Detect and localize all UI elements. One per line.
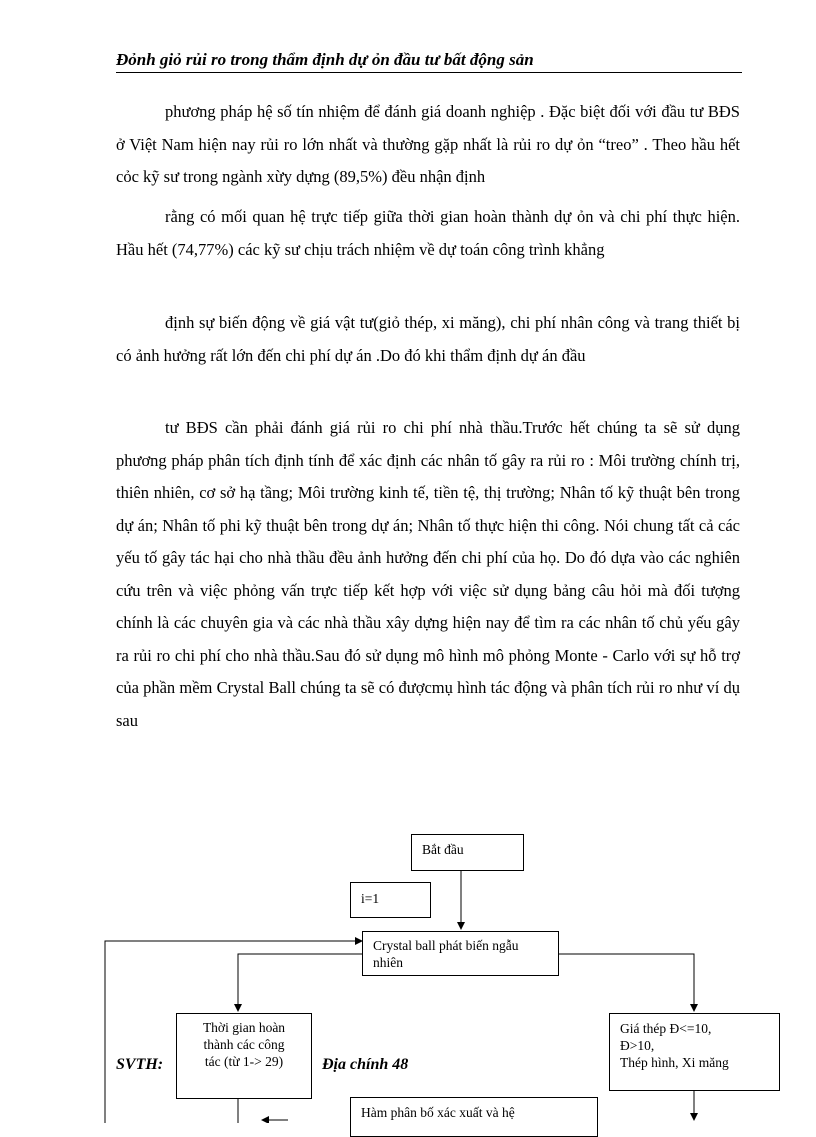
flow-price-line-2: Đ>10, — [620, 1038, 655, 1053]
paragraph-4-text: tư BĐS cần phải đánh giá rủi ro chi phí nhà thầu.Trước hết chúng ta sẽ sử dụng phương pháp phân tích định tính để xác định các nhân tố gây ra rủi ro : Môi trường chính trị, thiên nhiên, cơ sở hạ tầng; Môi trường kinh tế, tiền tệ, thị trường; Nhân tố kỹ thuật bên trong dự án; Nhân tố phi kỹ thuật bên trong dự án; Nhân tố thực hiện thi công. Nói chung tất cả các yếu tố gây tác hại cho nhà thầu đều ảnh hưởng đến chi phí của họ. Do đó dựa vào các nghiên cứu trên và việc phỏng vấn trực tiếp kết hợp với việc sử dụng bảng câu hỏi mà đối tượng chính là các chuyên gia và các nhà thầu xây dựng hiện nay để tìm ra các nhân tố chủ yếu gây ra rủi ro chi phí cho nhà thầu.Sau đó sử dụng mô hình mô phỏng Monte - Carlo với sự hỗ trợ của phần mềm Crystal Ball chúng ta sẽ có đượcmụ hình tác động và phân tích rủi ro như ví dụ sau — [116, 418, 740, 730]
arrow-generate-to-duration — [238, 954, 362, 1011]
page-header-title: Đỏnh giỏ rủi ro trong thẩm định dự ỏn đầu tư bất động sản — [116, 50, 534, 69]
flow-distribution-line-1: Hàm phân bố xác xuất và hệ — [361, 1105, 515, 1120]
paragraph-2-text: rằng có mối quan hệ trực tiếp giữa thời gian hoàn thành dự ỏn và chi phí thực hiện. Hầu hết (74,77%) các kỹ sư chịu trách nhiệm về dự toán công trình khẳng — [116, 207, 740, 259]
paragraph-3-text: định sự biến động về giá vật tư(giỏ thép, xi măng), chi phí nhân công và trang thiết bị có ảnh hưởng rất lớn đến chi phí dự án .Do đó khi thẩm định dự án đầu — [116, 313, 740, 365]
flow-price-box — [609, 1013, 780, 1091]
flow-start-box — [411, 834, 524, 871]
flow-price-line-1: Giá thép Đ<=10, — [620, 1021, 712, 1036]
flow-init-box — [350, 882, 431, 918]
flow-duration-box — [176, 1013, 312, 1099]
flow-generate-box — [362, 931, 559, 976]
footer-svth: SVTH: — [116, 1056, 164, 1073]
paragraph-1-text: phương pháp hệ số tín nhiệm để đánh giá doanh nghiệp . Đặc biệt đối với đầu tư BĐS ở Việt Nam hiện nay rủi ro lớn nhất và thường gặp nhất là rủi ro dự ỏn “treo” . Theo hầu hết cỏc kỹ sư trong ngành xừy dựng (89,5%) đều nhận định — [116, 102, 740, 186]
flow-duration-line-1: Thời gian hoàn — [202, 1020, 286, 1035]
flow-generate-line-2: nhiên — [373, 955, 403, 970]
footer-class: Địa chính 48 — [322, 1056, 409, 1073]
flow-duration-line-3: tác (từ 1-> 29) — [204, 1054, 284, 1069]
flow-duration-line-2: thành các công — [203, 1037, 285, 1052]
flow-start-label: Bắt đầu — [422, 842, 464, 857]
flow-price-line-3: Thép hình, Xi măng — [620, 1055, 729, 1070]
arrow-generate-to-price — [559, 954, 694, 1011]
flow-init-label: i=1 — [361, 891, 380, 906]
flow-distribution-box — [350, 1097, 598, 1137]
flow-generate-line-1: Crystal ball phát biến ngẫu — [373, 938, 519, 953]
